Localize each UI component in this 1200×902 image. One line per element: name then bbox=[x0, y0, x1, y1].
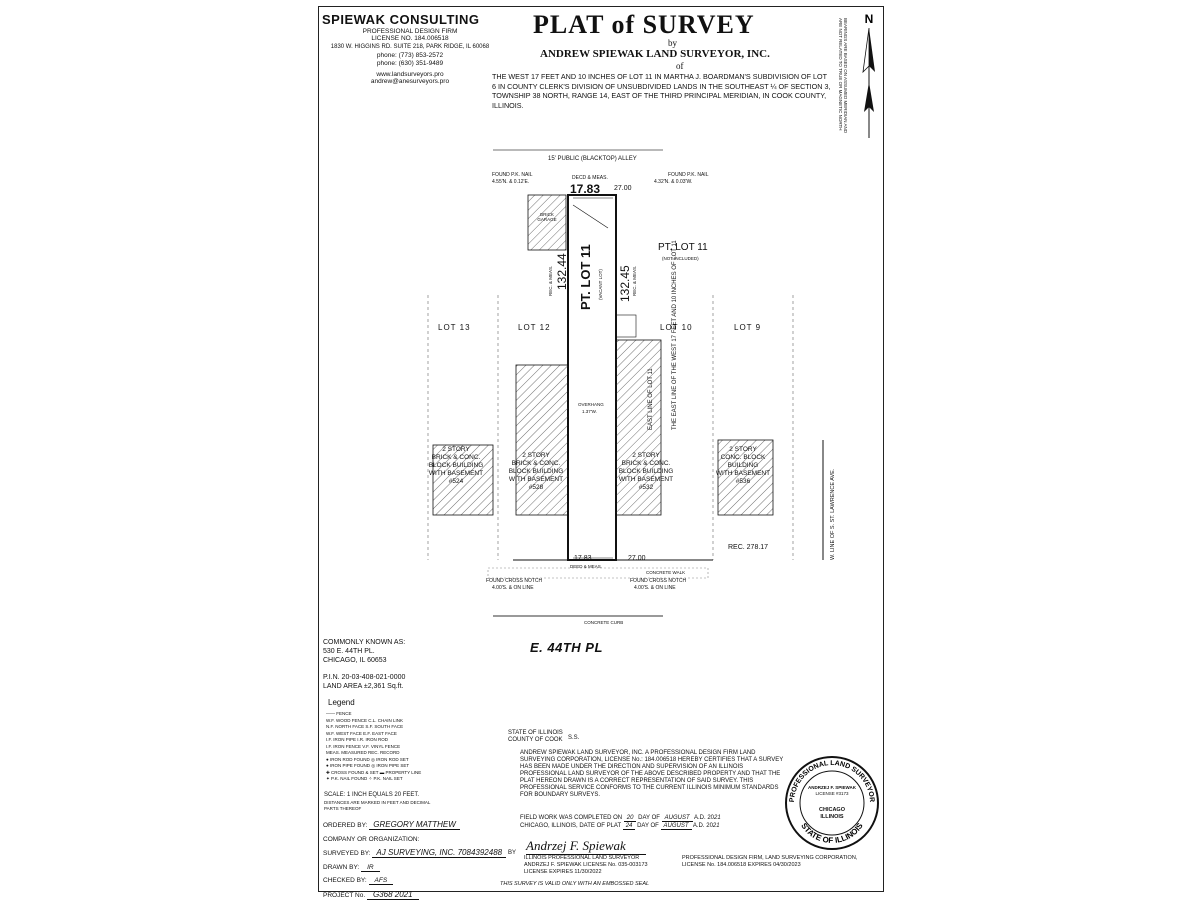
dim-bottom: 17.83 bbox=[574, 555, 592, 562]
lot-9-label: LOT 9 bbox=[734, 323, 762, 332]
surveyor-license-block: ILLINOIS PROFESSIONAL LAND SURVEYOR ANDRZEJ F. SPIEWAK LICENSE No. 035-003173 LICENSE EXPIRES 11/30/2022 bbox=[524, 855, 648, 875]
not-included-label: (NOT INCLUDED) bbox=[662, 256, 699, 261]
building-524: 2 STORY BRICK & CONC. BLOCK BUILDING WITH BASEMENT #524 bbox=[428, 446, 484, 485]
surveyor-seal bbox=[784, 755, 880, 851]
building-536: 2 STORY CONC. BLOCK BUILDING WITH BASEMENT #536 bbox=[715, 446, 771, 485]
found-notch-left-offset: 4.00'S. & ON LINE bbox=[492, 585, 534, 591]
firm-address: 1830 W. HIGGINS RD. SUITE 218, PARK RIDGE, IL 60068 bbox=[330, 44, 490, 50]
dim-right: 132.45 bbox=[618, 265, 632, 302]
st-lawrence-label: W. LINE OF S. ST. LAWRENCE AVE. bbox=[830, 468, 836, 560]
pt-lot-11-label: PT. LOT 11 bbox=[658, 242, 708, 253]
svg-text:N: N bbox=[864, 12, 874, 26]
dim-top: 17.83 bbox=[570, 182, 601, 196]
legal-description: THE WEST 17 FEET AND 10 INCHES OF LOT 11 IN MARTHA J. BOARDMAN'S SUBDIVISION OF LOT 6 IN COUNTY CLERK'S DIVISION OF UNSUBDIVIDED LANDS IN THE SOUTHEAST ¼ OF SECTION 3, TOWNSHIP 38 NORTH, RANGE 14, EAST OF THE THIRD PRINCIPAL MERIDIAN, IN COOK COUNTY, ILLINOIS. bbox=[492, 72, 831, 110]
lot-center-sub: (VACANT LOT) bbox=[598, 269, 603, 300]
firm-phone: phone: (773) 853-2572 bbox=[376, 52, 444, 59]
signature-by: BY bbox=[508, 850, 517, 856]
title-block: ORDERED BY: GREGORY MATTHEW COMPANY OR ORGANIZATION: SURVEYED BY: AJ SURVEYING, INC. 7084392488 DRAWN BY: IR CHECKED BY: AFS PROJECT No. G368 2021 bbox=[323, 818, 506, 902]
street-name: E. 44TH PL bbox=[530, 640, 603, 655]
certification-state: STATE OF ILLINOIS COUNTY OF COOK bbox=[508, 730, 563, 743]
svg-text:PROFESSIONAL LAND SURVEYOR bbox=[789, 760, 875, 803]
alley-label: 15' PUBLIC (BLACKTOP) ALLEY bbox=[548, 156, 637, 162]
dim-left: 132.44 bbox=[555, 253, 569, 290]
east-line-lot-label: EAST LINE OF LOT 11 bbox=[648, 368, 654, 430]
found-nail-left: FOUND P.K. NAIL bbox=[492, 172, 533, 178]
field-work-line: FIELD WORK WAS COMPLETED ON 20 DAY OF AUGUST A.D. 2021 bbox=[520, 815, 721, 821]
concrete-walk-label: CONCRETE WALK bbox=[646, 570, 686, 575]
firm-name: SPIEWAK CONSULTING bbox=[322, 12, 480, 27]
legend-title: Legend bbox=[328, 698, 355, 707]
legend-scale: SCALE: 1 INCH EQUALS 20 FEET. bbox=[324, 792, 420, 798]
certification-text: ANDREW SPIEWAK LAND SURVEYOR, INC. A PROFESSIONAL DESIGN FIRM LAND SURVEYING CORPORATION, LICENSE No.: 184.006518 HEREBY CERTIFIES THAT A SURVEY HAS BEEN MADE UNDER THE DIRECTION AND SUPERVISION OF AN ILLINOIS PROFESSIONAL LAND SURVEYOR OF THE ABOVE DESCRIBED PROPERTY AND THAT THE PLAT HEREON DRAWN IS A CORRECT REPRESENTATION OF SAID SURVEY. THIS PROFESSIONAL SERVICE CONFORMS TO THE CURRENT ILLINOIS MINIMUM STANDARDS FOR BOUNDARY SURVEYS. bbox=[520, 750, 784, 798]
east-line-label: THE EAST LINE OF THE WEST 17 FEET AND 10 INCHES OF LOT 11 bbox=[672, 240, 678, 430]
bearing-note: BEARINGS ARE BASED ON ASSUMED MERIDIAN AND ARE NOT RELATED TO TRUE OR MAGNETIC NORTH bbox=[838, 18, 848, 134]
seal-top-text: PROFESSIONAL LAND SURVEYOR bbox=[788, 759, 876, 803]
seal-name: ANDRZEJ F. SPIEWAK bbox=[808, 785, 857, 790]
lot-10-label: LOT 10 bbox=[660, 323, 693, 332]
firm-type: PROFESSIONAL DESIGN FIRM bbox=[362, 28, 458, 35]
seal-state: ILLINOIS bbox=[820, 814, 844, 820]
surveyor-name: ANDREW SPIEWAK LAND SURVEYOR, INC. bbox=[540, 48, 770, 60]
overhang-value: 1.37'W. bbox=[582, 409, 597, 414]
rec-meas-top: DECD & MEAS. bbox=[572, 175, 608, 181]
north-arrow-icon bbox=[856, 12, 882, 142]
plat-date-line: CHICAGO, ILLINOIS, DATE OF PLAT 24 DAY OF AUGUST A.D. 2021 bbox=[520, 823, 720, 829]
found-nail-right-offset: 4.32'N. & 0.03'W. bbox=[654, 179, 693, 185]
found-notch-left: FOUND CROSS NOTCH bbox=[486, 578, 543, 584]
rec-meas-right: REC. & MEAS. bbox=[632, 265, 637, 296]
garage-label: BRICK GARAGE bbox=[537, 212, 557, 222]
found-notch-right: FOUND CROSS NOTCH bbox=[630, 578, 687, 584]
legend-list: —— FENCE W.F. WOOD FENCE C.L. CHAIN LINK N.F. NORTH FACE S.F. SOUTH FACE W.F. WEST FACE E.F. EAST FACE I.F. IRON PIPE I.R. IRON ROD I.F. IRON FENCE V.F. VINYL FENCE MEAS. MEASURED REC. RECORD ● IRON ROD FOUND ◎ IRON ROD SET ● IRON PIPE FOUND ◎ IRON PIPE SET ✚ CROSS FOUND & SET ▬ PROPERTY LINE ✦ P.K. NAIL FOUND ✧ P.K. NAIL SET bbox=[326, 711, 422, 781]
dim-top-rec: 27.00 bbox=[614, 185, 632, 192]
embossed-note: THIS SURVEY IS VALID ONLY WITH AN EMBOSSED SEAL bbox=[500, 881, 650, 887]
title-of: of bbox=[676, 61, 684, 71]
rec-bottom: REC. 278.17 bbox=[728, 544, 769, 551]
rec-meas-left: REC. & MEAS. bbox=[548, 265, 553, 296]
firm-license-block: PROFESSIONAL DESIGN FIRM, LAND SURVEYING CORPORATION, LICENSE No. 184.006518 EXPIRES 04/30/2023 bbox=[682, 855, 858, 868]
lot-13-label: LOT 13 bbox=[438, 323, 471, 332]
plat-drawing bbox=[318, 140, 884, 630]
seal-city: CHICAGO bbox=[819, 807, 845, 813]
firm-license: LICENSE NO. 184.006518 bbox=[371, 35, 449, 42]
legend-distances: DISTANCES ARE MARKED IN FEET AND DECIMAL PARTS THEREOF bbox=[324, 800, 431, 811]
firm-web[interactable]: www.landsurveyors.pro bbox=[376, 71, 444, 78]
seal-icon bbox=[784, 755, 880, 851]
dim-bottom-rec: 27.00 bbox=[628, 555, 646, 562]
found-nail-left-offset: 4.55'N. & 0.12'E. bbox=[492, 179, 530, 185]
seal-license: LICENSE #3173 bbox=[815, 791, 849, 796]
building-532: 2 STORY BRICK & CONC. BLOCK BUILDING WITH BASEMENT #532 bbox=[618, 452, 674, 491]
building-528: 2 STORY BRICK & CONC. BLOCK BUILDING WITH BASEMENT #528 bbox=[508, 452, 564, 491]
firm-fax: phone: (630) 351-9489 bbox=[376, 60, 444, 67]
property-info: COMMONLY KNOWN AS: 530 E. 44TH PL. CHICAGO, IL 60653 P.I.N. 20-03-408-021-0000 LAND AREA ±2,361 Sq.ft. bbox=[323, 639, 406, 690]
lot-12-label: LOT 12 bbox=[518, 323, 551, 332]
found-notch-right-offset: 4.00'S. & ON LINE bbox=[634, 585, 676, 591]
certification-ss: S.S. bbox=[568, 735, 580, 741]
lot-center-label: PT. LOT 11 bbox=[578, 244, 593, 310]
surveyor-signature: Andrzej F. Spiewak bbox=[526, 838, 646, 855]
plat-title: PLAT of SURVEY bbox=[533, 10, 755, 39]
seal-bottom-text: STATE OF ILLINOIS bbox=[799, 821, 865, 846]
overhang-label: OVERHANG bbox=[578, 402, 604, 407]
concrete-curb-label: CONCRETE CURB bbox=[584, 620, 624, 625]
title-by: by bbox=[668, 38, 677, 48]
found-nail-right: FOUND P.K. NAIL bbox=[668, 172, 709, 178]
svg-text:STATE OF ILLINOIS bbox=[799, 821, 865, 845]
rec-meas-bottom: DEED & MEAS. bbox=[570, 564, 603, 569]
firm-email[interactable]: andrew@anesurveyors.pro bbox=[370, 78, 450, 85]
